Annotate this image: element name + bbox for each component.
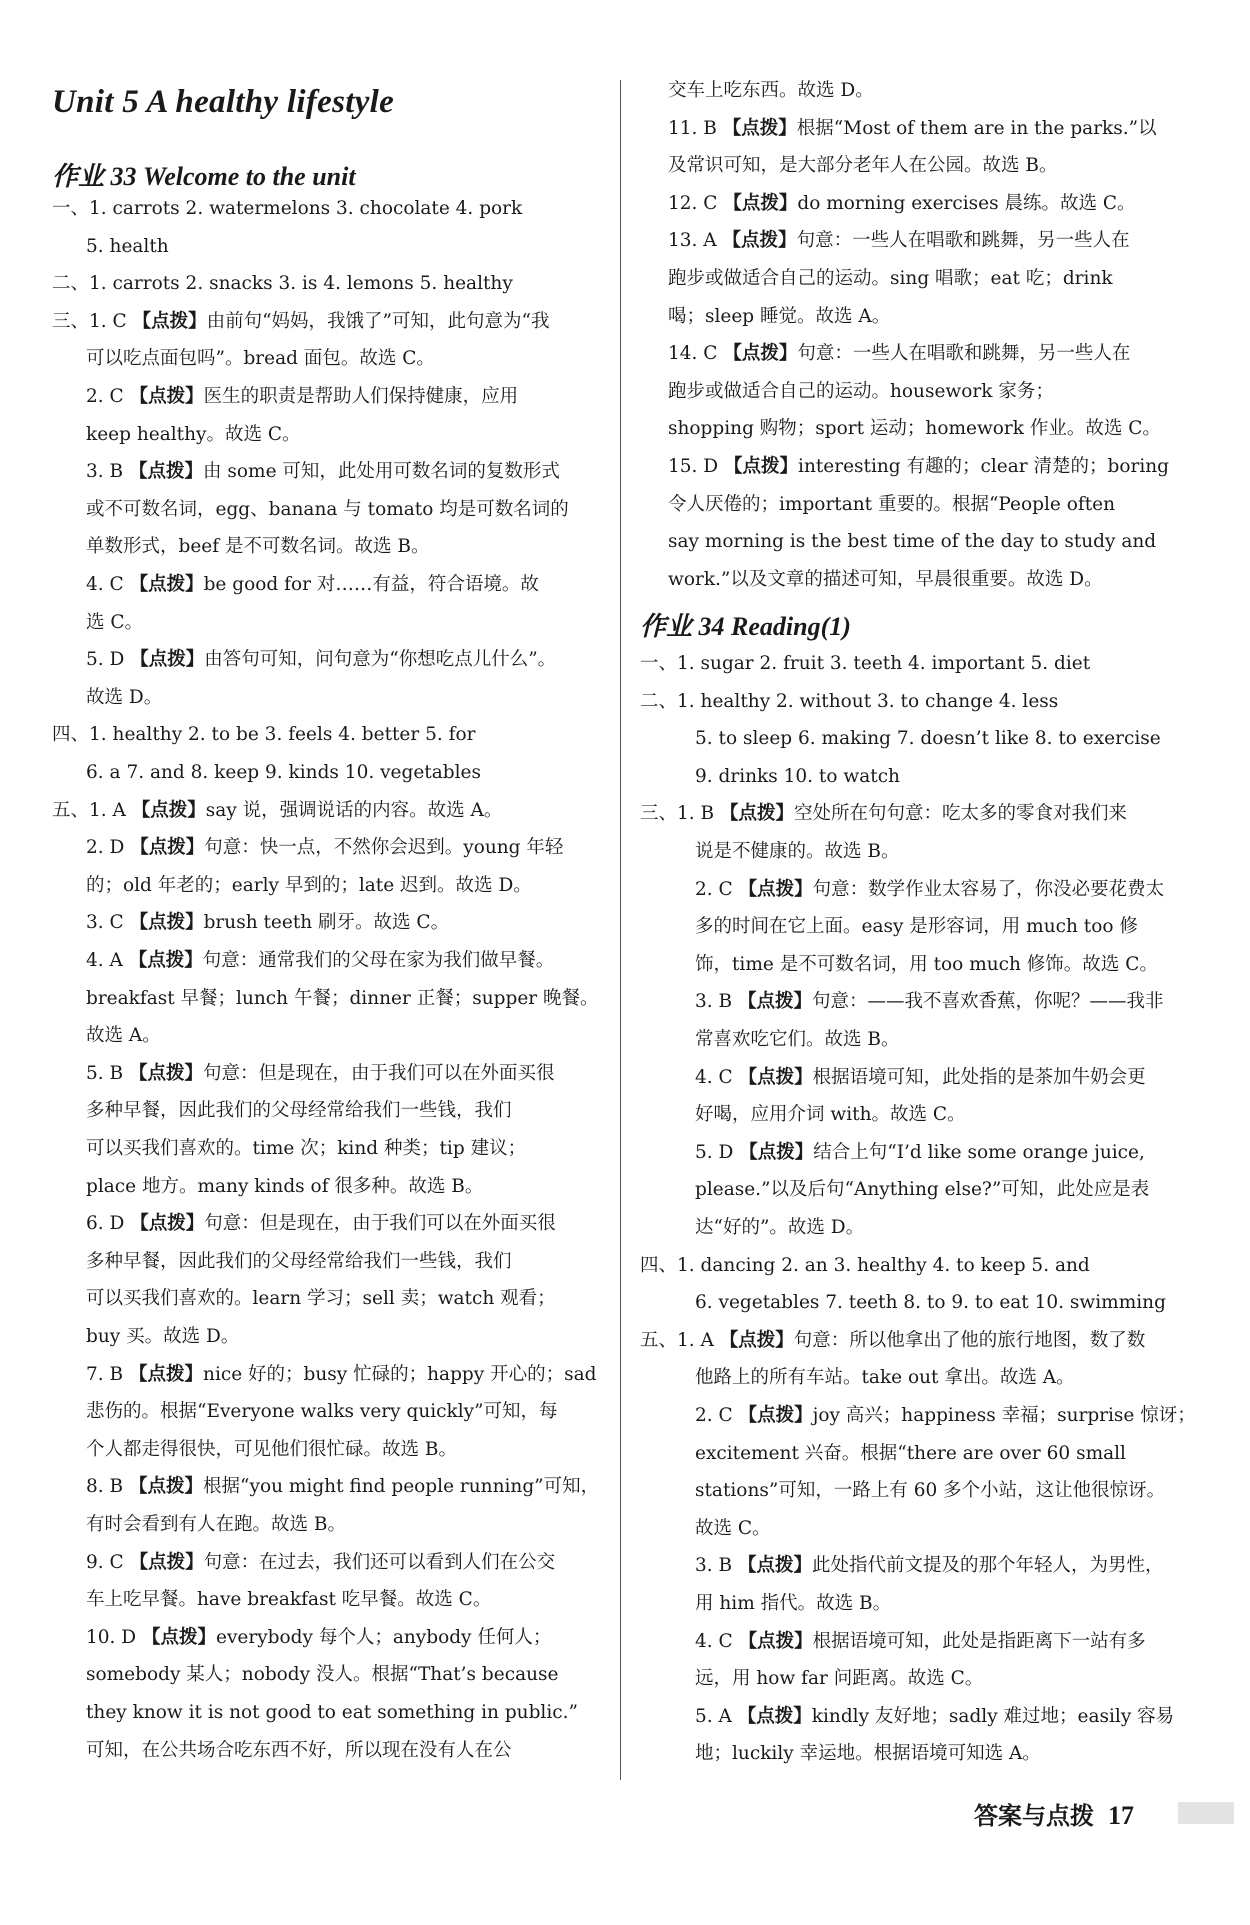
answer-line: 地；luckily 幸运地。根据语境可知选 A。 [695,1743,1041,1765]
answer-line: 4. A 【点拨】句意：通常我们的父母在家为我们做早餐。 [86,950,555,971]
answer-line: 故选 D。 [86,686,163,708]
answer-line: 6. vegetables 7. teeth 8. to 9. to eat 10. swimming [695,1292,1166,1314]
answer-line: 10. D 【点拨】everybody 每个人；anybody 任何人； [86,1626,552,1648]
answer-line: 跑步或做适合自己的运动。sing 唱歌；eat 吃；drink [668,268,1113,289]
answer-line: 4. C 【点拨】根据语境可知，此处指的是茶加牛奶会更 [695,1066,1146,1088]
answer-line: 5. to sleep 6. making 7. doesn’t like 8. to exercise [695,728,1161,750]
footer-bar [1178,1802,1234,1824]
answer-line: 多的时间在它上面。easy 是形容词，用 much too 修 [695,916,1138,938]
answer-line: 达“好的”。故选 D。 [695,1217,865,1238]
answer-line: 三、1. B 【点拨】空处所在句句意：吃太多的零食对我们来 [640,803,1128,825]
answer-line: 可以买我们喜欢的。time 次；kind 种类；tip 建议； [86,1138,527,1159]
answer-line: 五、1. A 【点拨】句意：所以他拿出了他的旅行地图，数了数 [640,1329,1146,1351]
answer-line: 故选 A。 [86,1025,161,1047]
answer-line: 3. B 【点拨】此处指代前文提及的那个年轻人，为男性， [695,1555,1164,1577]
answer-line: 三、1. C 【点拨】由前句“妈妈，我饿了”可知，此句意为“我 [52,310,550,332]
answer-line: 15. D 【点拨】interesting 有趣的；clear 清楚的；boring [668,456,1169,477]
answer-line: 6. a 7. and 8. keep 9. kinds 10. vegetables [86,762,481,783]
answer-line: 多种早餐，因此我们的父母经常给我们一些钱，我们 [86,1100,512,1122]
answer-line: 二、1. carrots 2. snacks 3. is 4. lemons 5. healthy [52,273,513,295]
answer-line: 交车上吃东西。故选 D。 [668,80,874,101]
answer-line: 3. C 【点拨】brush teeth 刷牙。故选 C。 [86,912,450,934]
answer-line: 个人都走得很快，可见他们很忙碌。故选 B。 [86,1438,457,1460]
answer-line: 故选 C。 [695,1517,771,1539]
answer-line: 2. C 【点拨】医生的职责是帮助人们保持健康，应用 [86,386,519,407]
answer-line: 14. C 【点拨】句意：一些人在唱歌和跳舞，另一些人在 [668,343,1131,365]
page-footer [974,1796,1134,1831]
answer-line: 二、1. healthy 2. without 3. to change 4. less [640,690,1059,712]
answer-line: 常喜欢吃它们。故选 B。 [695,1029,900,1050]
answer-line: 令人厌倦的；important 重要的。根据“People often [668,493,1116,515]
answer-line: 11. B 【点拨】根据“Most of them are in the parks.”以 [668,117,1157,139]
answer-line: 多种早餐，因此我们的父母经常给我们一些钱，我们 [86,1250,512,1272]
answer-line: 可以吃点面包吗”。bread 面包。故选 C。 [86,348,435,370]
answer-line: 13. A 【点拨】句意：一些人在唱歌和跳舞，另一些人在 [668,230,1130,252]
answer-line: 好喝，应用介词 with。故选 C。 [695,1104,966,1126]
answer-line: keep healthy。故选 C。 [86,423,301,445]
answer-line: 跑步或做适合自己的运动。housework 家务； [668,380,1054,402]
answer-line: buy 买。故选 D。 [86,1326,240,1347]
answer-line: 喝；sleep 睡觉。故选 A。 [668,305,891,327]
answer-line: 或不可数名词，egg、banana 与 tomato 均是可数名词的 [86,498,569,520]
answer-line: please.”以及后句“Anything else?”可知，此处应是表 [695,1179,1150,1201]
answer-line: they know it is not good to eat something in public.” [86,1702,578,1723]
answer-line: place 地方。many kinds of 很多种。故选 B。 [86,1175,484,1197]
answer-line: 5. A 【点拨】kindly 友好地；sadly 难过地；easily 容易 [695,1705,1175,1727]
answer-line: say morning is the best time of the day to study and [668,531,1157,553]
answer-line: 单数形式，beef 是不可数名词。故选 B。 [86,536,430,558]
column-divider [620,80,621,1780]
answer-line: 2. C 【点拨】joy 高兴；happiness 幸福；surprise 惊讶； [695,1405,1196,1426]
answer-line: 的；old 年老的；early 早到的；late 迟到。故选 D。 [86,874,532,896]
answer-line: 5. D 【点拨】结合上句“I’d like some orange juice, [695,1141,1145,1163]
answer-line: 可以买我们喜欢的。learn 学习；sell 卖；watch 观看； [86,1288,556,1310]
answer-line: 饰，time 是不可数名词，用 too much 修饰。故选 C。 [695,953,1158,975]
answer-line: 可知，在公共场合吃东西不好，所以现在没有人在公 [86,1739,512,1761]
answer-line: somebody 某人；nobody 没人。根据“That’s because [86,1664,559,1686]
answer-line: 6. D 【点拨】句意：但是现在，由于我们可以在外面买很 [86,1213,556,1235]
answer-line: 5. health [86,235,169,257]
page-number: 17 [1108,1801,1134,1830]
answer-line: stations”可知，一路上有 60 多个小站，这让他很惊讶。 [695,1480,1166,1502]
answer-line: 选 C。 [86,611,144,633]
answer-line: 9. drinks 10. to watch [695,765,900,787]
answer-line: 8. B 【点拨】根据“you might find people running”可知， [86,1476,600,1498]
answer-line: 远，用 how far 问距离。故选 C。 [695,1668,984,1690]
answer-line: 四、1. healthy 2. to be 3. feels 4. better 5. for [52,724,476,746]
answer-line: 他路上的所有车站。take out 拿出。故选 A。 [695,1367,1075,1389]
answer-line: 9. C 【点拨】句意：在过去，我们还可以看到人们在公交 [86,1551,556,1573]
answer-line: 及常识可知，是大部分老年人在公园。故选 B。 [668,155,1058,177]
answer-line: 2. C 【点拨】句意：数学作业太容易了，你没必要花费太 [695,878,1165,900]
answer-line: breakfast 早餐；lunch 午餐；dinner 正餐；supper 晚餐。 [86,987,599,1009]
answer-line: 5. B 【点拨】句意：但是现在，由于我们可以在外面买很 [86,1062,555,1084]
answer-line: 说是不健康的。故选 B。 [695,841,900,862]
answer-line: 2. D 【点拨】句意：快一点，不然你会迟到。young 年轻 [86,837,564,859]
answer-line: 车上吃早餐。have breakfast 吃早餐。故选 C。 [86,1589,492,1611]
answer-line: 四、1. dancing 2. an 3. healthy 4. to keep 5. and [640,1254,1090,1276]
answer-line: 3. B 【点拨】句意：——我不喜欢香蕉，你呢？——我非 [695,991,1164,1013]
answer-line: 7. B 【点拨】nice 好的；busy 忙碌的；happy 开心的；sad [86,1363,597,1385]
answer-line: excitement 兴奋。根据“there are over 60 small [695,1442,1126,1464]
answer-line: shopping 购物；sport 运动；homework 作业。故选 C。 [668,418,1161,440]
answer-line: 五、1. A 【点拨】say 说，强调说话的内容。故选 A。 [52,799,503,821]
answer-line: 有时会看到有人在跑。故选 B。 [86,1514,346,1535]
answer-line: 4. C 【点拨】be good for 对……有益，符合语境。故 [86,574,539,595]
answer-line: 用 him 指代。故选 B。 [695,1593,892,1614]
answer-line: 一、1. carrots 2. watermelons 3. chocolate 4. pork [52,198,523,219]
answer-line: 12. C 【点拨】do morning exercises 晨练。故选 C。 [668,192,1136,214]
answer-line: work.”以及文章的描述可知，早晨很重要。故选 D。 [668,568,1103,590]
section-34-title: 作业 34 Reading(1) [640,612,851,641]
footer-label: 答案与点拨 [974,1802,1094,1830]
answer-line: 一、1. sugar 2. fruit 3. teeth 4. important 5. diet [640,653,1091,674]
section-33-title: 作业 33 Welcome to the unit [52,162,356,191]
answer-line: 悲伤的。根据“Everyone walks very quickly”可知，每 [86,1401,558,1423]
answer-line: 4. C 【点拨】根据语境可知，此处是指距离下一站有多 [695,1630,1146,1652]
answer-line: 5. D 【点拨】由答句可知，问句意为“你想吃点儿什么”。 [86,649,557,671]
answer-line: 3. B 【点拨】由 some 可知，此处用可数名词的复数形式 [86,461,560,483]
unit-title: Unit 5 A healthy lifestyle [52,84,395,120]
